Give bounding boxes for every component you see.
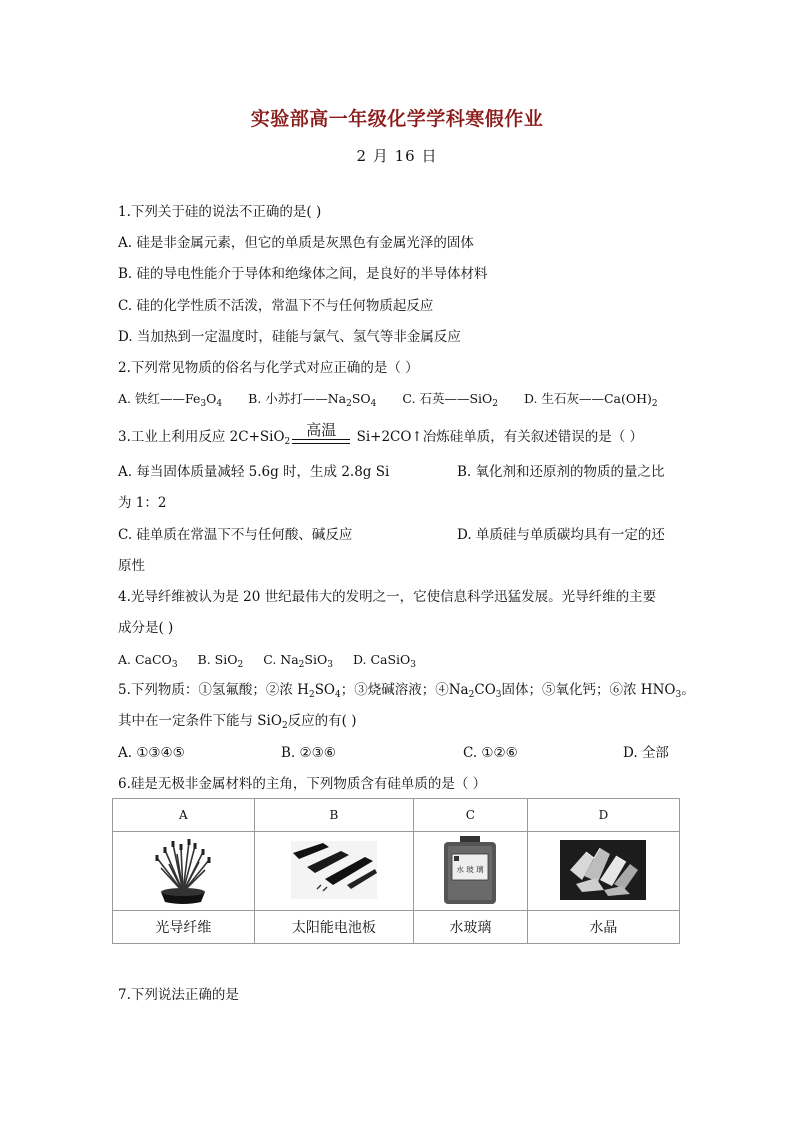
q6-image-cell-c [414, 832, 528, 911]
q6-label-a: 光导纤维 [113, 911, 255, 944]
q2-stem: 2.下列常见物质的俗名与化学式对应正确的是（ ） [118, 360, 419, 376]
bottle-label-text: 水 玻 璃 [456, 864, 485, 874]
q3-option-b-cont: 为 1：2 [118, 495, 167, 511]
q3-option-b: B. 氧化剂和还原剂的物质的量之比 [457, 464, 665, 480]
q6-image-cell-a [113, 832, 255, 911]
q1-option-b: B. 硅的导电性能介于导体和绝缘体之间，是良好的半导体材料 [118, 266, 488, 282]
q6-stem: 6.硅是无极非金属材料的主角，下列物质含有硅单质的是（ ） [118, 776, 487, 792]
q3-option-d: D. 单质硅与单质碳均具有一定的还 [457, 527, 665, 543]
q5-option-a: A. ①③④⑤ [118, 745, 185, 761]
q3-option-c: C. 硅单质在常温下不与任何酸、碱反应 [118, 527, 353, 543]
q5-option-b: B. ②③⑥ [281, 745, 336, 761]
q5-stem-line1: 5.下列物质：①氢氟酸；②浓 $H_2SO_4$；③烧碱溶液；$④Na_2CO_3$固体；⑤氧化钙；⑥浓 $HNO_3$。 [118, 682, 695, 700]
q2-options [118, 390, 658, 408]
q6-image-cell-d [527, 832, 679, 911]
q6-header-b: B [254, 799, 413, 832]
q5-stem-line2: 其中在一定条件下能与 SiO$_2$反应的有( ) [118, 713, 357, 731]
water-glass-bottle-image [438, 834, 502, 906]
q6-header-row [113, 799, 680, 832]
q1-stem: 1.下列关于硅的说法不正确的是( ) [118, 204, 322, 220]
q4-option-d: D. CaSiO$_3$ [352, 652, 417, 670]
q6-image-cell-b [254, 832, 413, 911]
q6-label-row [113, 911, 680, 944]
q6-label-d: 水晶 [527, 911, 679, 944]
page-date: 2 月 16 日 [356, 147, 438, 165]
crystal-image [560, 840, 646, 900]
q2-option-b: B. 小苏打$——Na_2SO_4$ [248, 391, 377, 409]
q6-options-table [112, 798, 680, 944]
q6-header-a: A [113, 799, 255, 832]
q6-image-row [113, 832, 680, 911]
q7-stem: 7.下列说法正确的是 [118, 987, 239, 1003]
q6-header-c: C [414, 799, 528, 832]
q3-option-d-cont: 原性 [118, 558, 145, 574]
q6-label-c: 水玻璃 [414, 911, 528, 944]
q4-stem-line1: 4.光导纤维被认为是 20 世纪最伟大的发明之一，它使信息科学迅猛发展。光导纤维的主要 [118, 589, 657, 605]
q6-header-d: D [527, 799, 679, 832]
q1-option-d: D. 当加热到一定温度时，硅能与氯气、氢气等非金属反应 [118, 329, 461, 345]
q4-option-b: B. SiO$_2$ [197, 652, 244, 670]
q2-option-a: A. 铁红$——Fe_3O_4$ [118, 391, 223, 409]
q4-option-c: C. $Na_2SiO_3$ [263, 652, 333, 670]
q3-stem: 3.工业上利用反应 2C+SiO$_2$ 高温 Si+2CO↑冶炼硅单质，有关叙述错误的是（ ） [118, 421, 644, 447]
page-title: 实验部高一年级化学学科寒假作业 [250, 108, 544, 130]
solar-panel-image [289, 837, 379, 903]
q1-option-c: C. 硅的化学性质不活泼，常温下不与任何物质起反应 [118, 298, 434, 314]
q4-option-a: A. CaCO$_3$ [118, 652, 178, 670]
optical-fiber-image [143, 834, 223, 906]
q3-reaction-condition: 高温 [290, 422, 352, 446]
q5-option-d: D. 全部 [623, 745, 669, 761]
q4-stem-line2: 成分是( ) [118, 620, 174, 636]
q5-option-c: C. ①②⑥ [463, 745, 518, 761]
q4-options [118, 651, 416, 669]
q6-label-b: 太阳能电池板 [254, 911, 413, 944]
q3-option-a: A. 每当固体质量减轻 5.6g 时，生成 2.8g Si [118, 464, 390, 480]
q2-option-d: D. 生石灰$——Ca(OH)_2$ [523, 391, 658, 409]
q1-option-a: A. 硅是非金属元素，但它的单质是灰黑色有金属光泽的固体 [118, 235, 474, 251]
q2-option-c: C. 石英——SiO$_2$ [402, 391, 498, 409]
